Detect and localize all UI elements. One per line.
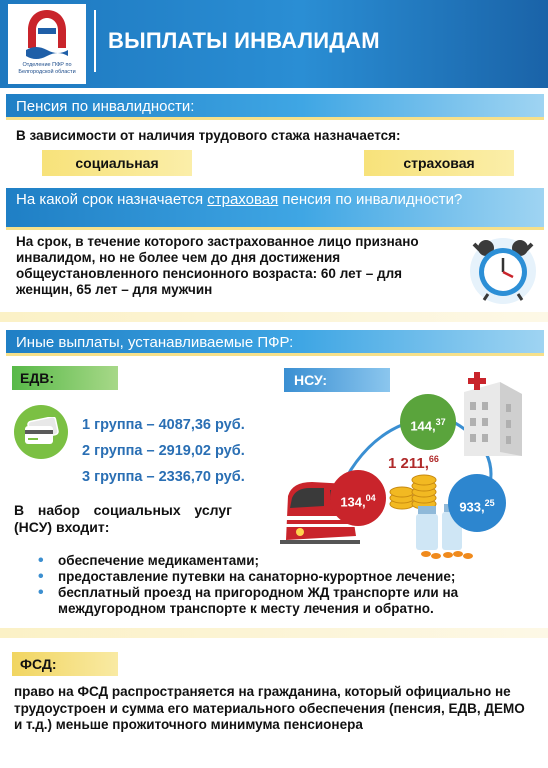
separator-stripe <box>0 628 548 638</box>
amount-cents: 25 <box>484 498 495 508</box>
nsu-label: НСУ: <box>284 368 390 392</box>
nsu-intro-word: набор <box>37 502 80 518</box>
amount-medicine <box>448 474 506 532</box>
header <box>0 0 548 88</box>
amount-cents: 04 <box>365 493 376 503</box>
nsu-intro <box>14 502 232 536</box>
term-heading-underlined: страховая <box>207 191 279 208</box>
amount-cents: 37 <box>435 417 446 427</box>
term-heading-after: пенсия по инвалидности? <box>278 191 463 208</box>
credit-cards-icon <box>14 405 68 459</box>
nsu-intro-line1 <box>14 502 232 519</box>
logo-caption: Отделение ПФР по Белгородской области <box>18 62 76 75</box>
header-divider <box>94 10 96 72</box>
nsu-intro-line2: (НСУ) входит: <box>14 519 110 535</box>
amount-value: 134, <box>340 494 366 510</box>
amount-transport <box>330 470 386 526</box>
hospital-icon <box>460 372 526 460</box>
pfr-logo-icon <box>8 4 86 84</box>
depends-text: В зависимости от наличия трудового стажа назначается: <box>16 128 401 143</box>
nsu-intro-word: В <box>14 502 25 518</box>
edv-group-1: 1 группа – 4087,36 руб. <box>82 417 245 433</box>
term-heading-before: На какой срок назначается <box>16 191 208 208</box>
pension-heading: Пенсия по инвалидности: <box>16 98 195 115</box>
amount-cents: 66 <box>428 454 439 464</box>
amount-total <box>388 454 439 472</box>
term-heading <box>16 191 462 208</box>
fsd-label: ФСД: <box>12 652 118 676</box>
section-bar-other <box>6 330 544 356</box>
nsu-intro-word: услуг <box>194 502 232 518</box>
alarm-clock-icon <box>468 234 538 304</box>
list-item: • бесплатный проезд на пригородном ЖД транспорте или на междугородном транспорте к месту лечения и обратно. <box>36 585 506 617</box>
amount-sanatorium <box>400 394 456 450</box>
amount-value: 144, <box>410 418 436 434</box>
edv-group-3: 3 группа – 2336,70 руб. <box>82 469 245 485</box>
fsd-text: право на ФСД распространяется на гражданина, который официально не трудоустроен и сумма его материального обеспечения (пенсия, ЕДВ, ДЕМО и т.д.) меньше прожиточного минимума пенсионера <box>14 684 525 732</box>
other-heading: Иные выплаты, устанавливаемые ПФР: <box>16 334 294 351</box>
page-title: ВЫПЛАТЫ ИНВАЛИДАМ <box>108 28 380 53</box>
list-item: • предоставление путевки на санаторно-курортное лечение; <box>36 569 506 585</box>
insurance-label: страховая <box>364 150 514 176</box>
list-item: • обеспечение медикаментами; <box>36 553 506 569</box>
section-bar-pension <box>6 94 544 120</box>
section-bar-term <box>6 188 544 230</box>
term-text: На срок, в течение которого застрахованное лицо признано инвалидом, но не более чем до дня достижения общеустановленного пенсионного возраста: 60 лет – для женщин, 65 лет – для мужчин <box>16 234 419 297</box>
separator-stripe <box>0 312 548 322</box>
amount-value: 1 211, <box>388 455 429 472</box>
edv-label: ЕДВ: <box>12 366 118 390</box>
amount-value: 933, <box>459 499 485 515</box>
social-label: социальная <box>42 150 192 176</box>
nsu-intro-word: социальных <box>93 502 181 518</box>
edv-group-2: 2 группа – 2919,02 руб. <box>82 443 245 459</box>
nsu-items-list <box>36 553 506 617</box>
